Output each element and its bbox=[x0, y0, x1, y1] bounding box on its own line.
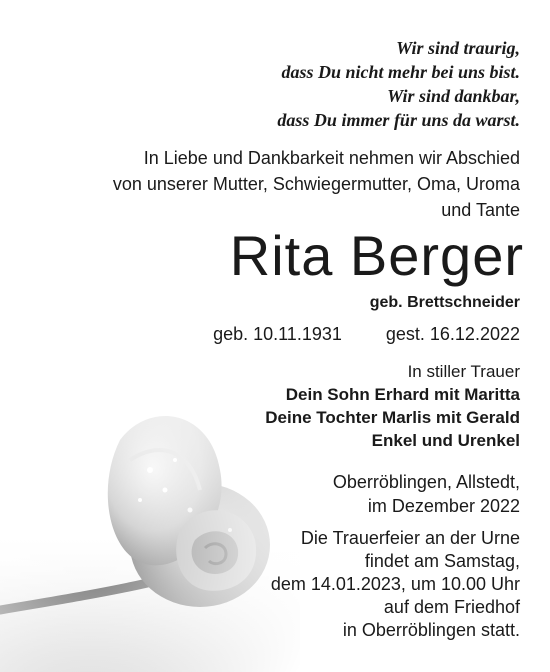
mourners-block bbox=[265, 360, 520, 452]
intro-line: In Liebe und Dankbarkeit nehmen wir Abschied bbox=[143, 148, 520, 168]
poem-line: Wir sind dankbar, bbox=[387, 86, 520, 106]
death-date: gest. 16.12.2022 bbox=[385, 324, 520, 344]
birth-date: geb. 10.11.1931 bbox=[213, 324, 342, 344]
place-line: im Dezember 2022 bbox=[367, 496, 520, 516]
mourner-name: Enkel und Urenkel bbox=[371, 431, 520, 450]
intro-line: von unserer Mutter, Schwiegermutter, Oma, Uroma bbox=[112, 174, 520, 194]
deceased-name: Rita Berger bbox=[229, 224, 524, 287]
mourner-name: Deine Tochter Marlis mit Gerald bbox=[265, 408, 520, 427]
life-dates bbox=[213, 322, 520, 346]
funeral-line: auf dem Friedhof bbox=[383, 597, 520, 617]
funeral-details bbox=[271, 527, 520, 642]
poem-line: Wir sind traurig, bbox=[396, 38, 520, 58]
poem-line: dass Du nicht mehr bei uns bist. bbox=[281, 62, 520, 82]
place-and-date bbox=[333, 470, 520, 518]
poem-line: dass Du immer für uns da warst. bbox=[277, 110, 520, 130]
funeral-line: in Oberröblingen statt. bbox=[342, 620, 520, 640]
mourners-heading: In stiller Trauer bbox=[407, 362, 520, 381]
intro-line: und Tante bbox=[441, 200, 520, 220]
mourner-name: Dein Sohn Erhard mit Maritta bbox=[285, 385, 520, 404]
farewell-intro bbox=[113, 145, 520, 223]
place-line: Oberröblingen, Allstedt, bbox=[332, 472, 520, 492]
funeral-line: findet am Samstag, bbox=[364, 551, 520, 571]
maiden-name: geb. Brettschneider bbox=[369, 294, 520, 311]
funeral-line: Die Trauerfeier an der Urne bbox=[300, 528, 520, 548]
funeral-line: dem 14.01.2023, um 10.00 Uhr bbox=[270, 574, 520, 594]
memorial-poem bbox=[277, 36, 520, 132]
rose-image bbox=[0, 380, 300, 672]
